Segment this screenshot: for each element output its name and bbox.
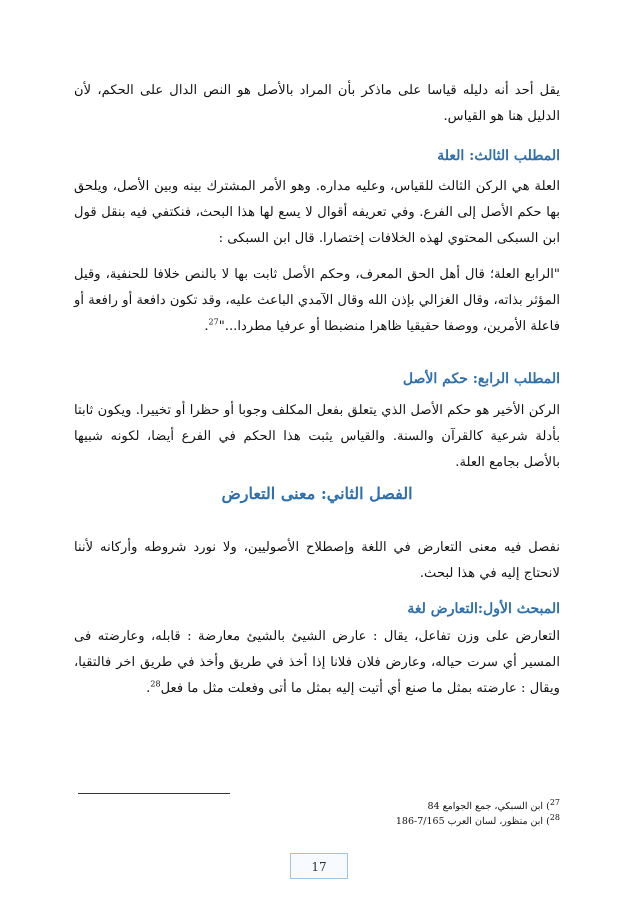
subsection-heading: المبحث الأول:التعارض لغة — [407, 601, 560, 617]
footnote-divider — [78, 793, 230, 794]
section-heading-third: المطلب الثالث: العلة — [437, 148, 560, 164]
footnote-text: ابن منظور، لسان العرب 7/165-186 — [395, 816, 544, 827]
quote-text: "الرابع العلة؛ قال أهل الحق المعرف، وحكم الأصل ثابت بها لا بالنص خلافا للحنفية، وقيل المؤثر بذاته، وقال الغزالي بإذن الله وقال الآمدي الباعث عليه، وقد تكون دافعة أو رافعة أو فاعلة الأمرين، ووصفا حقيقيا ظاهرا منضبطا أو عرفيا مطردا..." — [74, 267, 560, 334]
footnote-ref: 28 — [150, 679, 161, 689]
footnote-number: 28 — [549, 812, 560, 822]
paragraph-text: نفصل فيه معنى التعارض في اللغة وإصطلاح الأصوليين، ولا نورد شروطه وأركانه لأننا لانحتاج إليه في هذا لبحث. — [74, 540, 560, 581]
paragraph-intro — [74, 78, 560, 130]
footnote-item: $^{28}$) ابن منظور، لسان العرب 7/165-186 — [395, 812, 560, 827]
paragraph-text: يقل أحد أنه دليله قياسا على ماذكر بأن المراد بالأصل هو النص الدال على الحكم، لأن الدليل هنا هو القياس. — [74, 83, 560, 124]
footnote-text: ابن السبكي، جمع الجوامع 84 — [427, 801, 544, 812]
footnote-ref: 27 — [208, 317, 219, 327]
paragraph-text: العلة هي الركن الثالث للقياس، وعليه مداره. وهو الأمر المشترك بينه وبين الأصل، ويلحق بها حكم الأصل إلى الفرع. وفي تعريفه أقوال لا يسع لها هذا البحث، فنكتفي فيه بنقل قول ابن السبكى المحتوي لهذه الخلافات إختصارا. قال ابن السبكى : — [74, 179, 560, 246]
paragraph-taarud — [74, 624, 560, 702]
quote-end: . — [204, 319, 209, 334]
paragraph-chapter-intro — [74, 535, 560, 587]
chapter-heading: الفصل الثاني: معنى التعارض — [221, 484, 413, 503]
paragraph-end: . — [146, 681, 151, 696]
paragraph-illah — [74, 174, 560, 252]
footnote-item: $^{27}$) ابن السبكي، جمع الجوامع 84 — [427, 797, 560, 812]
paragraph-hukm — [74, 398, 560, 476]
paragraph-text: التعارض على وزن تفاعل، يقال : عارض الشيئ بالشيئ معارضة : قابله، وعارضته فى المسير أي سرت حياله، وعارض فلان فلانا إذا أخذ في طريق وأخذ في طريق اخر فالتقيا، ويقال : عارضته بمثل ما صنع أي أتيت إليه بمثل ما أتى وفعلت مثل ما فعل — [74, 629, 560, 696]
quote-paragraph — [74, 262, 560, 340]
paragraph-text: الركن الأخير هو حكم الأصل الذي يتعلق بفعل المكلف وجوبا أو حظرا أو تخييرا. ويكون ثابتا بأدلة شرعية كالقرآن والسنة. والقياس يثبت هذا الحكم في الفرع أيضا، لكونه شبيها بالأصل بجامع العلة. — [74, 403, 560, 470]
footnote-number: 27 — [549, 797, 560, 807]
section-heading-fourth: المطلب الرابع: حكم الأصل — [402, 371, 560, 387]
page-number: 17 — [290, 853, 348, 879]
